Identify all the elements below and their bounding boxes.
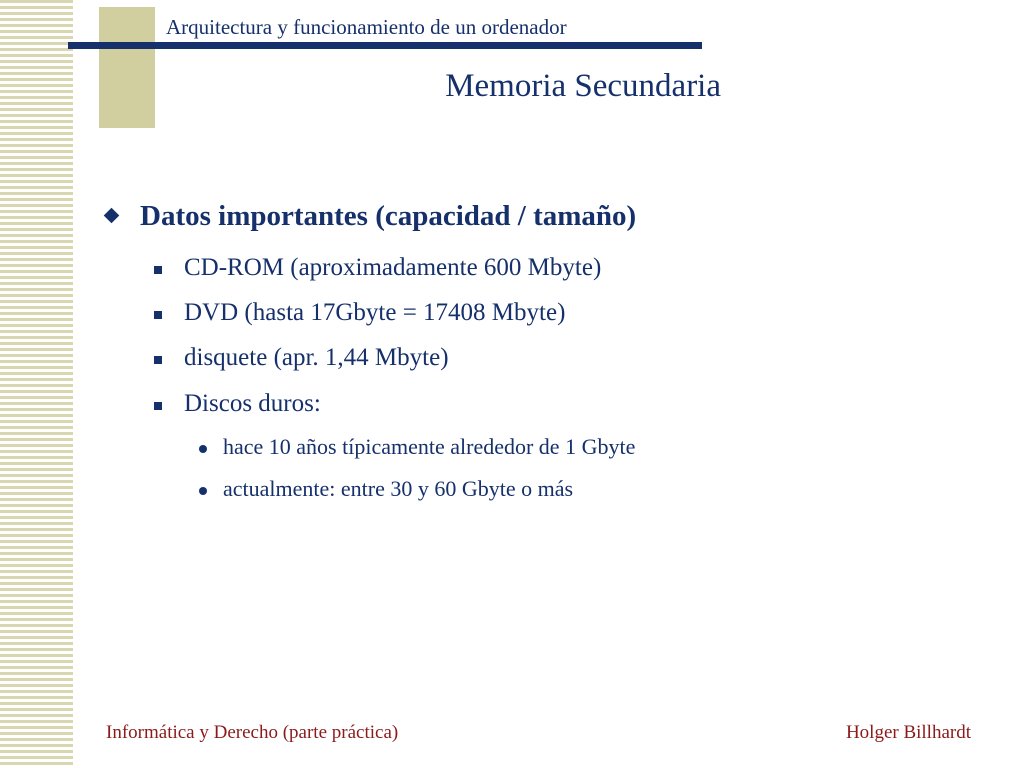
- round-bullet-icon: [199, 445, 207, 453]
- header-rule: [68, 42, 702, 49]
- square-bullet-icon: [154, 402, 162, 410]
- decorative-stripes: [0, 0, 73, 768]
- sub-list-item-text: hace 10 años típicamente alrededor de 1 Gbyte: [223, 434, 636, 459]
- list-item-text: CD-ROM (aproximadamente 600 Mbyte): [184, 254, 602, 281]
- accent-square: [99, 7, 155, 128]
- slide-title: Memoria Secundaria: [445, 68, 721, 104]
- list-item-text: Discos duros:: [184, 390, 321, 417]
- square-bullet-icon: [154, 266, 162, 274]
- sub-list-item-text: actualmente: entre 30 y 60 Gbyte o más: [223, 476, 574, 501]
- main-bullet-text: Datos importantes (capacidad / tamaño): [140, 200, 637, 232]
- footer-author: Holger Billhardt: [845, 722, 971, 743]
- footer-course: Informática y Derecho (parte práctica): [106, 722, 399, 743]
- diamond-bullet-icon: [104, 208, 120, 224]
- slide-subtitle: Arquitectura y funcionamiento de un ordenador: [166, 15, 567, 39]
- list-item-text: disquete (apr. 1,44 Mbyte): [184, 344, 449, 371]
- list-item-text: DVD (hasta 17Gbyte = 17408 Mbyte): [184, 299, 566, 326]
- square-bullet-icon: [154, 356, 162, 364]
- square-bullet-icon: [154, 311, 162, 319]
- round-bullet-icon: [199, 487, 207, 495]
